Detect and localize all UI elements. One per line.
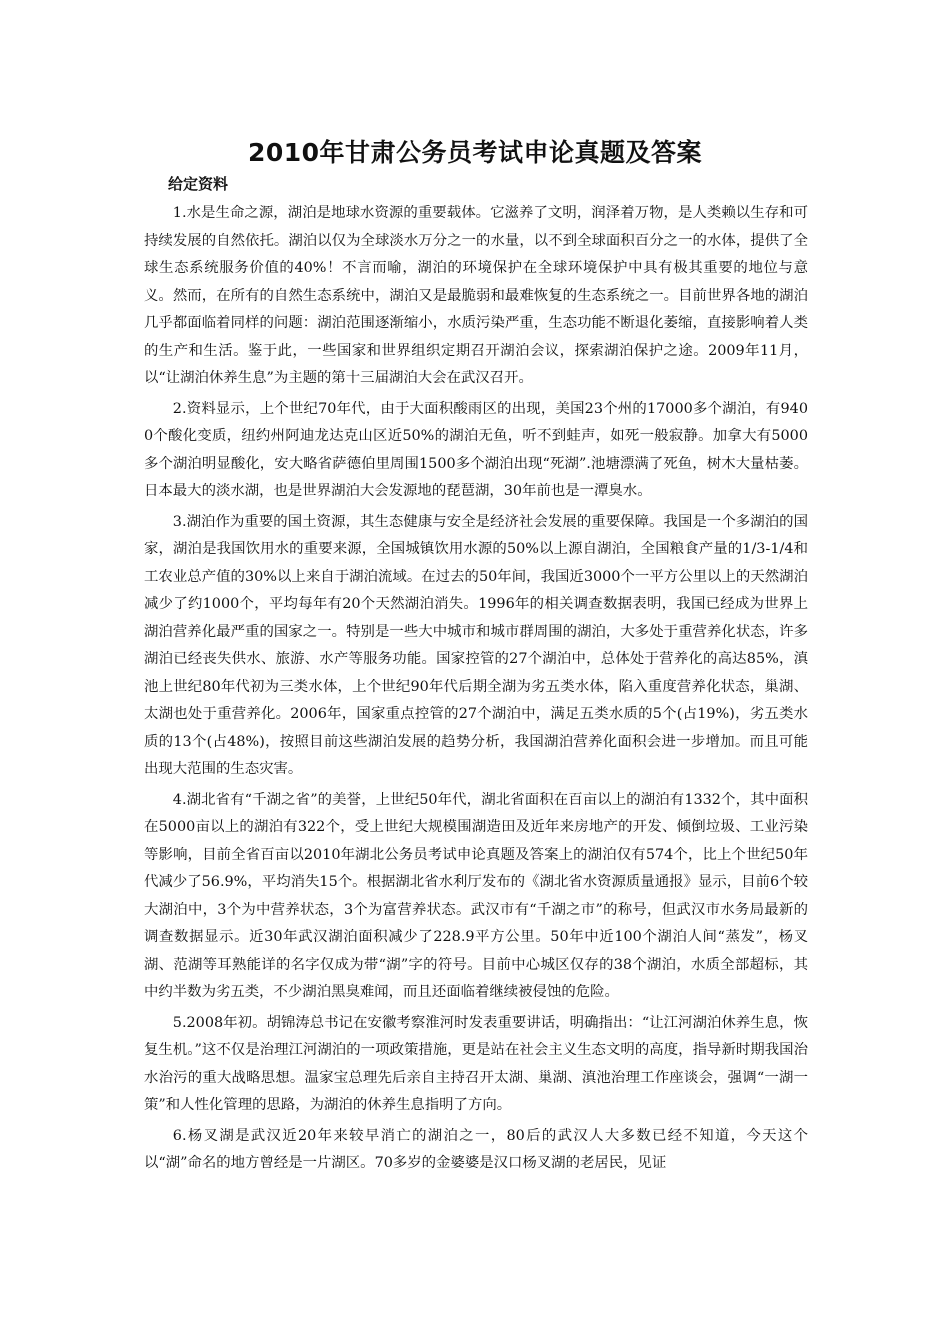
paragraph-4: 4.湖北省有“千湖之省”的美誉，上世纪50年代，湖北省面积在百亩以上的湖泊有1332个，其中面积在5000亩以上的湖泊有322个，受上世纪大规模围湖造田及近年来房地产的开发、倾倒垃圾、工业污染等影响，目前全省百亩以2010年湖北公务员考试申论真题及答案上的湖泊仅有574个，比上个世纪50年代减少了56.9%，平均消失15个。根据湖北省水利厅发布的《湖北省水资源质量通报》显示，目前6个较大湖泊中，3个为中营养状态，3个为富营养状态。武汉市有“千湖之市”的称号，但武汉市水务局最新的调查数据显示。近30年武汉湖泊面积减少了228.9平方公里。50年中近100个湖泊人间“蒸发”，杨叉湖、范湖等耳熟能详的名字仅成为带“湖”字的符号。目前中心城区仅存的38个湖泊，水质全部超标，其中约半数为劣五类，不少湖泊黑臭难闻，而且还面临着继续被侵蚀的危险。 — [144, 791, 808, 1000]
document-title: 2010年甘肃公务员考试申论真题及答案 — [247, 138, 703, 167]
document-body — [144, 200, 808, 1181]
paragraph-3: 3.湖泊作为重要的国土资源，其生态健康与安全是经济社会发展的重要保障。我国是一个多湖泊的国家，湖泊是我国饮用水的重要来源，全国城镇饮用水源的50%以上源自湖泊，全国粮食产量的1/3-1/4和工农业总产值的30%以上来自于湖泊流域。在过去的50年间，我国近3000个一平方公里以上的天然湖泊减少了约1000个，平均每年有20个天然湖泊消失。1996年的相关调查数据表明，我国已经成为世界上湖泊营养化最严重的国家之一。特别是一些大中城市和城市群周围的湖泊，大多处于重营养化状态，许多湖泊已经丧失供水、旅游、水产等服务功能。国家控管的27个湖泊中，总体处于营养化的高达85%，滇池上世纪80年代初为三类水体，上个世纪90年代后期全湖为劣五类水体，陷入重度营养化状态，巢湖、太湖也处于重营养化。2006年，国家重点控管的27个湖泊中，满足五类水质的5个(占19%)，劣五类水质的13个(占48%)，按照目前这些湖泊发展的趋势分析，我国湖泊营养化面积会进一步增加。而且可能出现大范围的生态灾害。 — [144, 513, 808, 777]
paragraph-5: 5.2008年初。胡锦涛总书记在安徽考察淮河时发表重要讲话，明确指出：“让江河湖泊休养生息，恢复生机。”这不仅是治理江河湖泊的一项政策措施，更是站在社会主义生态文明的高度，指导新时期我国治水治污的重大战略思想。温家宝总理先后亲自主持召开太湖、巢湖、滇池治理工作座谈会，强调“一湖一策”和人性化管理的思路，为湖泊的休养生息指明了方向。 — [144, 1014, 808, 1113]
paragraph-2: 2.资料显示，上个世纪70年代，由于大面积酸雨区的出现，美国23个州的17000多个湖泊，有9400个酸化变质，纽约州阿迪龙达克山区近50%的湖泊无鱼，听不到蛙声，如死一般寂静。加拿大有5000多个湖泊明显酸化，安大略省萨德伯里周围1500多个湖泊出现“死湖”.池塘漂满了死鱼，树木大量枯萎。日本最大的淡水湖，也是世界湖泊大会发源地的琵琶湖，30年前也是一潭臭水。 — [144, 400, 808, 499]
section-heading: 给定资料 — [168, 175, 229, 193]
paragraph-6: 6.杨叉湖是武汉近20年来较早消亡的湖泊之一，80后的武汉人大多数已经不知道，今天这个以“湖”命名的地方曾经是一片湖区。70多岁的金婆婆是汉口杨叉湖的老居民，见证 — [144, 1127, 808, 1171]
paragraph-1: 1.水是生命之源，湖泊是地球水资源的重要载体。它滋养了文明，润泽着万物，是人类赖以生存和可持续发展的自然依托。湖泊以仅为全球淡水万分之一的水量，以不到全球面积百分之一的水体，提供了全球生态系统服务价值的40%！不言而喻，湖泊的环境保护在全球环境保护中具有极其重要的地位与意义。然而，在所有的自然生态系统中，湖泊又是最脆弱和最难恢复的生态系统之一。目前世界各地的湖泊几乎都面临着同样的问题：湖泊范围逐渐缩小，水质污染严重，生态功能不断退化萎缩，直接影响着人类的生产和生活。鉴于此，一些国家和世界组织定期召开湖泊会议，探索湖泊保护之途。2009年11月，以“让湖泊休养生息”为主题的第十三届湖泊大会在武汉召开。 — [144, 205, 808, 386]
